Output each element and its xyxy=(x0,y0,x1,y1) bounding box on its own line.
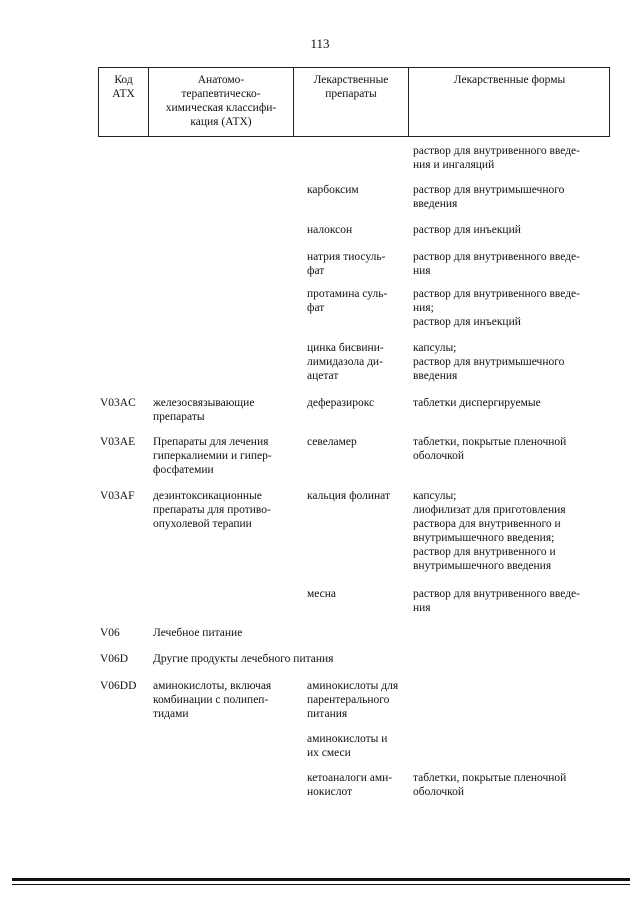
row-drug: севеламер xyxy=(307,436,357,448)
row-form: капсулы; раствор для внутримышечного введения xyxy=(413,342,565,382)
row-form: таблетки, покрытые пленочной оболочкой xyxy=(413,772,567,798)
row-atc: аминокислоты, включая комбинации с полипеп- тидами xyxy=(153,680,272,720)
row-form: раствор для внутривенного введе- ния; раствор для инъекций xyxy=(413,288,580,328)
row-atc: дезинтоксикационные препараты для противо- опухолевой терапии xyxy=(153,490,271,530)
row-drug: аминокислоты и их смеси xyxy=(307,733,388,759)
row-code: V03AC xyxy=(100,397,136,409)
row-form: раствор для инъекций xyxy=(413,224,521,236)
row-atc: железосвязывающие препараты xyxy=(153,397,255,423)
header-atc-classification: Анатомо- терапевтическо- химическая классифи- кация (АТХ) xyxy=(149,68,294,136)
row-drug: месна xyxy=(307,588,337,600)
row-atc: Другие продукты лечебного питания xyxy=(153,653,334,665)
row-code: V06DD xyxy=(100,680,137,692)
row-code: V03AF xyxy=(100,490,135,502)
row-drug: кальция фолинат xyxy=(307,490,391,502)
row-form: таблетки, покрытые пленочной оболочкой xyxy=(413,436,567,462)
row-form: раствор для внутривенного введе- ния xyxy=(413,251,580,277)
row-form: капсулы; лиофилизат для приготовления раствора для внутривенного и внутримышечного введения; раствор для внутривенного и внутримышечного введения xyxy=(413,490,566,572)
row-drug: натрия тиосуль- фат xyxy=(307,251,386,277)
header-code: Код АТХ xyxy=(99,68,149,136)
row-drug: кетоаналоги ами- нокислот xyxy=(307,772,393,798)
row-drug: протамина суль- фат xyxy=(307,288,388,314)
row-drug: цинка бисвини- лимидазола ди- ацетат xyxy=(307,342,384,382)
row-code: V06D xyxy=(100,653,129,665)
row-drug: налоксон xyxy=(307,224,353,236)
footer-rule-thin xyxy=(12,884,630,885)
footer-rule-thick xyxy=(12,878,630,881)
row-atc: Препараты для лечения гиперкалиемии и гипер- фосфатемии xyxy=(153,436,272,476)
row-drug: карбоксим xyxy=(307,184,359,196)
row-form: раствор для внутривенного введе- ния xyxy=(413,588,580,614)
row-drug: аминокислоты для парентерального питания xyxy=(307,680,399,720)
row-code: V06 xyxy=(100,627,120,639)
row-code: V03AE xyxy=(100,436,136,448)
header-drugs: Лекарственные препараты xyxy=(294,68,409,136)
header-forms: Лекарственные формы xyxy=(453,74,566,86)
row-form: таблетки диспергируемые xyxy=(413,397,541,409)
row-form: раствор для внутривенного введе- ния и ингаляций xyxy=(413,145,580,171)
table-header xyxy=(98,67,610,137)
row-drug: деферазирокс xyxy=(307,397,375,409)
row-atc: Лечебное питание xyxy=(153,627,243,639)
row-form: раствор для внутримышечного введения xyxy=(413,184,565,210)
page-number: 113 xyxy=(310,36,330,51)
